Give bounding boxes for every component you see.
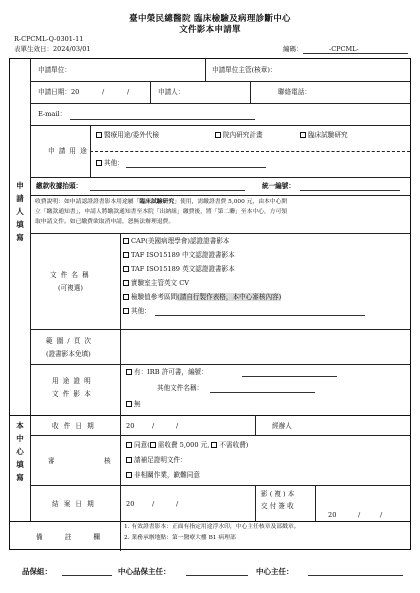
scope-label: 範 圍 / 頁 次 [46,337,92,345]
supervisor-label: 申請單位主管(核章)： [212,66,277,74]
applicant-label: 申請人： [158,88,185,96]
close-year: 20 [126,500,135,508]
checkbox-icon [300,132,306,138]
checkbox-icon [126,472,132,478]
purpose-label: 申 請 用 途 [48,147,88,155]
phone-label: 聯絡電話： [278,88,311,96]
checkbox-icon [211,442,217,448]
remark-2: 2. 業務承辦地點：第一醫療大樓 B1 病理部 [124,535,236,541]
doc-cap[interactable]: CAP(美國病理學會)認證證書影本 [123,237,230,246]
date-sep: / [380,511,383,519]
proof-label: 用 途 證 明 [52,377,92,385]
checkbox-icon [126,457,132,463]
quality-officer-label: 品保組： [22,567,52,576]
receipt-title-field[interactable] [90,190,245,191]
doc-other[interactable]: 其他： [123,307,151,316]
checkbox-icon [123,252,129,258]
checkbox-icon [126,369,132,375]
purpose-research[interactable]: 院內研究計畫 [215,131,263,140]
document-title: 臺中榮民總醫院 臨床檢驗及病理診斷中心 [129,14,291,24]
date-label: 申請日期：20 [38,88,80,96]
doc-name-label: 文 件 名 稱 [50,271,90,279]
proof-other: 其他文件名稱： [157,384,204,392]
review-label: 審 [48,457,55,465]
purpose-medical[interactable]: 醫療用途/委外代檢 [96,131,159,140]
purpose-other[interactable]: 其他： [96,159,124,168]
doc-taf-zh[interactable]: TAF ISO15189 中文認證證書影本 [123,251,235,260]
review-supplement[interactable]: 請補足證明文件： [126,456,187,465]
checkbox-icon [123,294,129,300]
number-underline [303,53,408,54]
checkbox-icon [126,401,132,407]
doc-name-sub: (可複選) [58,284,83,292]
checkbox-icon [123,266,129,272]
handler-label: 經辦人 [272,422,292,430]
copy-receipt-label-2: 交 付 簽 收 [261,502,294,510]
checkbox-icon [123,308,129,314]
effective-date: 表單生效日：2024/03/01 [14,45,91,53]
date-sep: / [176,422,179,430]
unit-label: 申請單位： [38,66,71,74]
receipt-title-label: 繳款收據抬頭： [36,182,83,190]
fee-note-line1: 收費說明：如申請認證證書影本用途屬「臨床試驗研究」使用，需繳證書費 5,000 元，由本中心開 [35,199,288,205]
remarks-label: 備 註 欄 [36,533,110,541]
date-sep: / [176,500,179,508]
number-label: 編碼： [283,45,303,53]
receive-date-label: 收 件 日 期 [52,422,96,430]
date-sep: / [102,88,105,96]
application-form [9,58,411,550]
doc-code: R-CPCML-Q-0301-11 [14,35,84,43]
proof-label-2: 文 件 影 本 [52,390,92,398]
center-quality-head-sign[interactable] [186,575,248,576]
checkbox-icon [96,160,102,166]
review-agree[interactable]: 同意( 需收費 5,000 元, 不需收費) [126,441,248,450]
tax-id-label: 統一編號： [262,182,295,190]
purpose-clinical-trial[interactable]: 臨床試驗研究 [300,131,348,140]
scope-sub: (證書影本免填) [46,350,91,358]
copy-year: 20 [328,511,337,519]
doc-taf-en[interactable]: TAF ISO15189 英文認證證書影本 [123,265,235,274]
checkbox-icon [215,132,221,138]
center-quality-head-label: 中心品保主任： [118,567,171,576]
tax-id-field[interactable] [300,190,400,191]
applicant-side-label: 申 請 人 填 寫 [16,181,24,242]
checkbox-icon [123,280,129,286]
checkbox-icon [96,132,102,138]
email-field[interactable] [70,119,255,120]
review-label-2: 核 [104,457,111,465]
doc-reference[interactable]: 檢驗值參考區間(請自行製作表格，本中心審核內容) [123,293,281,302]
date-sep: / [358,511,361,519]
center-director-sign[interactable] [308,575,403,576]
fee-note-line3: 取申請文件。如已繳費欲取消申請，恕無法辦理退費。 [35,219,175,225]
date-sep: / [127,88,130,96]
quality-officer-sign[interactable] [62,575,112,576]
side-column-divider [30,59,31,521]
center-director-label: 中心主任： [256,567,294,576]
fee-note-line2: 立「繳款通知書」，申請人將繳款通知書至本院「出納組」繳費後，將「第二聯」至本中心，方可領 [35,209,288,215]
proof-yes[interactable]: 有：IRB 許可書，編號： [126,368,208,377]
date-sep: / [152,422,155,430]
center-side-label: 本 中 心 填 寫 [16,421,24,482]
email-label: E-mail： [38,110,67,118]
doc-cv[interactable]: 實驗室主管英文 CV [123,279,189,288]
checkbox-icon [123,238,129,244]
copy-receipt-label: 影 ( 複 ) 本 [261,490,295,498]
proof-no[interactable]: 無 [126,400,141,409]
document-subtitle: 文件影本申請單 [179,25,241,35]
receive-year: 20 [126,422,135,430]
remark-1: 1. 有效證書影本：正面有指定用途浮水印，中心主任核章及部戳章。 [124,524,300,530]
number-value: -CPCML- [329,45,359,53]
date-sep: / [152,500,155,508]
checkbox-icon [150,442,156,448]
review-reject[interactable]: 非相關作業，歉難同意 [126,471,200,480]
close-date-label: 結 案 日 期 [52,500,96,508]
checkbox-icon [126,442,132,448]
